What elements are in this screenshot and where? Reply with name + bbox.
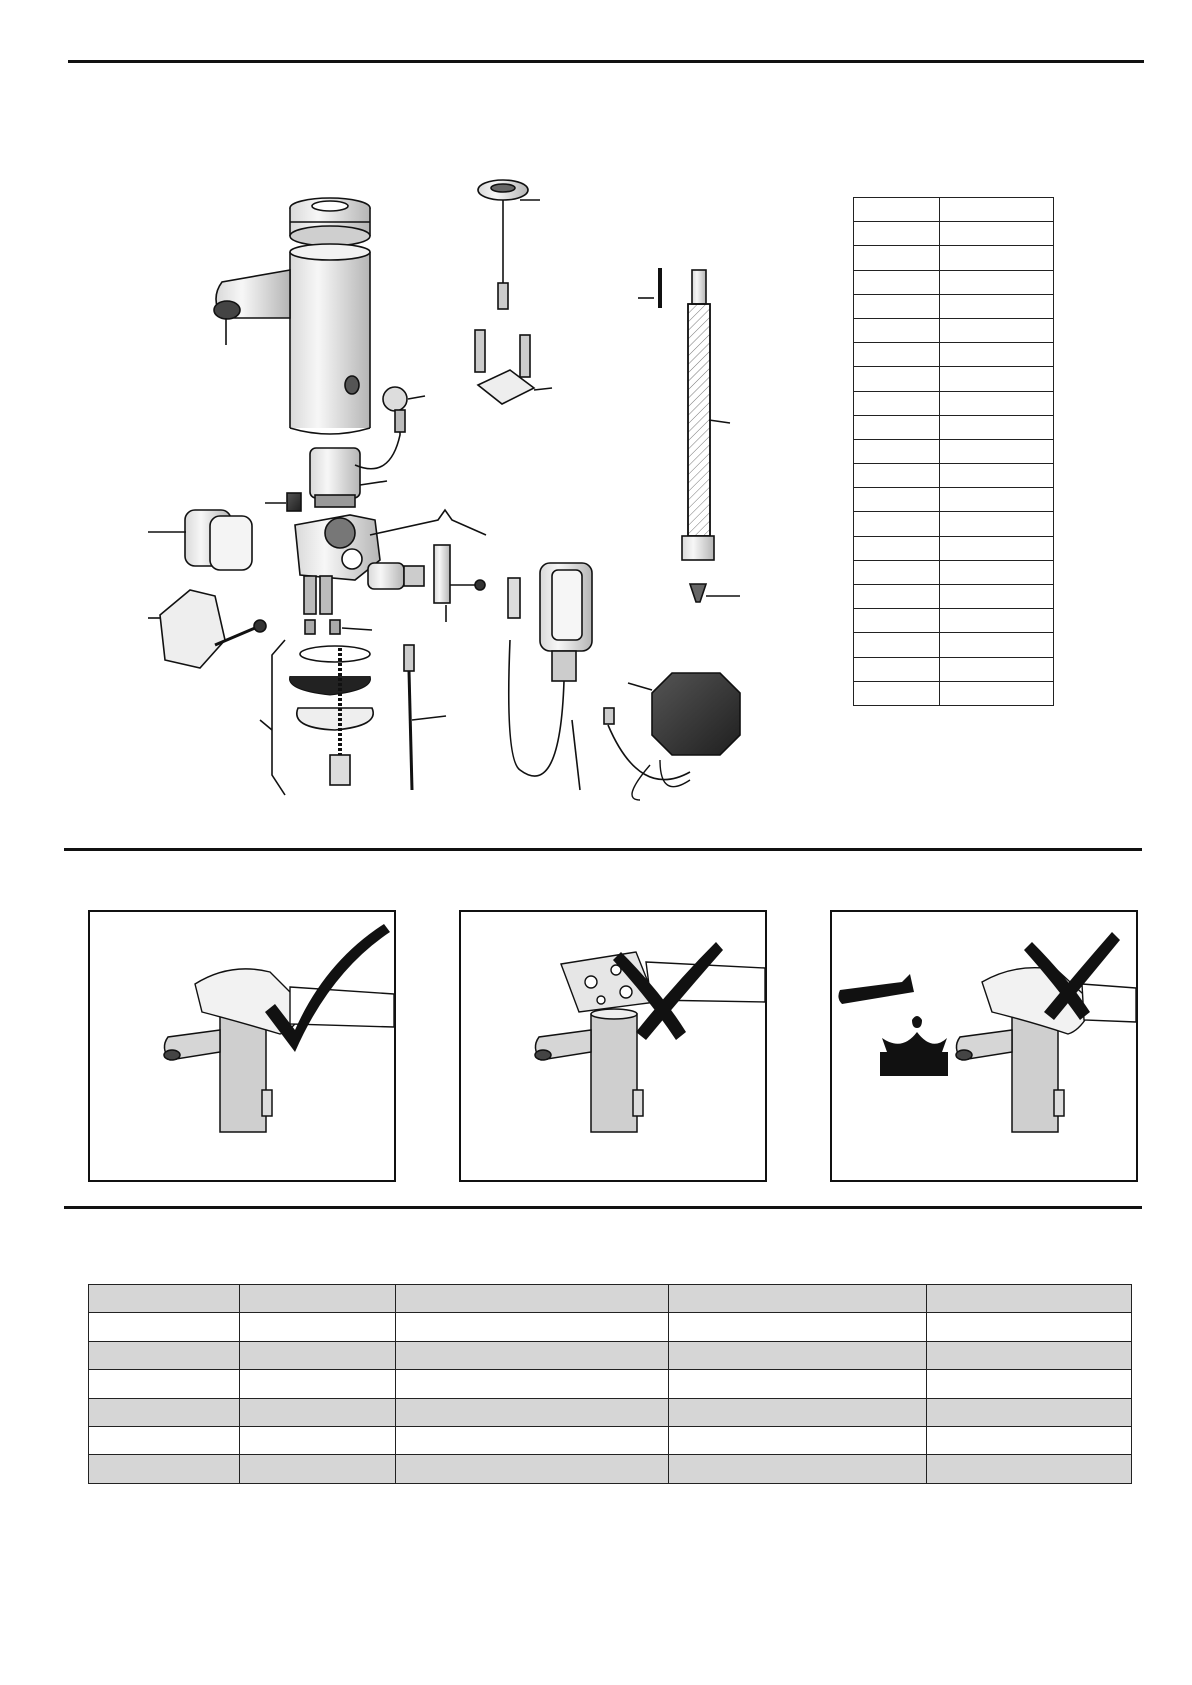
spec-table-cell [927, 1455, 1132, 1483]
parts-table-row [854, 585, 1054, 609]
part-number-cell [854, 222, 940, 246]
parts-table-row [854, 560, 1054, 584]
parts-table-row [854, 488, 1054, 512]
spec-table-cell [89, 1455, 240, 1483]
care-panel-corrosive-cleaner-not-allowed [830, 910, 1138, 1182]
mounting-bracket [148, 590, 266, 668]
part-description-cell [940, 198, 1054, 222]
parts-table-row [854, 681, 1054, 705]
spec-table-cell [240, 1285, 396, 1313]
part-number-cell [854, 270, 940, 294]
parts-list-table [853, 197, 1054, 706]
part-description-cell [940, 367, 1054, 391]
battery-box [604, 673, 740, 800]
part-description-cell [940, 633, 1054, 657]
parts-table-row [854, 609, 1054, 633]
spec-table-row [89, 1285, 1132, 1313]
plug-cap [383, 387, 425, 411]
parts-table-row [854, 318, 1054, 342]
part-number-cell [854, 367, 940, 391]
faucet-illustration [535, 1009, 643, 1132]
middle-rule [64, 848, 1142, 851]
specification-table [88, 1284, 1132, 1484]
part-description-cell [940, 415, 1054, 439]
spec-table-cell [669, 1455, 927, 1483]
spec-table-row [89, 1426, 1132, 1454]
spec-table-cell [89, 1313, 240, 1341]
part-description-cell [940, 657, 1054, 681]
sensor-cable [404, 645, 446, 790]
parts-table-row [854, 415, 1054, 439]
care-panel-abrasive-sponge-not-allowed [459, 910, 767, 1182]
parts-table-row [854, 343, 1054, 367]
part-number-cell [854, 657, 940, 681]
part-description-cell [940, 246, 1054, 270]
spec-table-cell [89, 1370, 240, 1398]
spec-table-cell [396, 1398, 669, 1426]
spout-body [214, 244, 370, 434]
spec-table-cell [89, 1426, 240, 1454]
spec-table-cell [240, 1341, 396, 1369]
spec-table-cell [669, 1426, 927, 1454]
spec-table-cell [927, 1341, 1132, 1369]
part-number-cell [854, 633, 940, 657]
part-description-cell [940, 270, 1054, 294]
spec-table-cell [669, 1341, 927, 1369]
part-number-cell [854, 464, 940, 488]
sensor-eye [478, 180, 540, 309]
parts-table-row [854, 512, 1054, 536]
spec-table-cell [927, 1398, 1132, 1426]
part-number-cell [854, 318, 940, 342]
parts-table-row [854, 367, 1054, 391]
part-number-cell [854, 585, 940, 609]
spec-table-cell [396, 1426, 669, 1454]
spec-table-row [89, 1455, 1132, 1483]
spec-table-row [89, 1313, 1132, 1341]
parts-table-row [854, 198, 1054, 222]
parts-table-row [854, 294, 1054, 318]
spec-table-cell [89, 1285, 240, 1313]
spec-table-cell [240, 1455, 396, 1483]
parts-table-row [854, 270, 1054, 294]
spec-table-cell [240, 1426, 396, 1454]
inlet-fitting [368, 545, 485, 622]
spec-table-cell [669, 1313, 927, 1341]
spec-table-cell [927, 1313, 1132, 1341]
valve-nut [265, 493, 301, 511]
part-number-cell [854, 439, 940, 463]
spec-table-row [89, 1398, 1132, 1426]
filter-screens [305, 620, 372, 634]
part-description-cell [940, 464, 1054, 488]
parts-table-row [854, 657, 1054, 681]
part-number-cell [854, 560, 940, 584]
part-number-cell [854, 512, 940, 536]
spec-table-cell [89, 1398, 240, 1426]
parts-table-row [854, 222, 1054, 246]
spec-table-cell [396, 1341, 669, 1369]
part-description-cell [940, 343, 1054, 367]
spec-table-cell [669, 1285, 927, 1313]
mounting-hardware-kit [260, 640, 373, 795]
parts-table-row [854, 246, 1054, 270]
spec-table-cell [396, 1455, 669, 1483]
strainer-washer [690, 584, 740, 602]
part-number-cell [854, 198, 940, 222]
part-number-cell [854, 246, 940, 270]
part-description-cell [940, 222, 1054, 246]
spec-table-cell [396, 1285, 669, 1313]
parts-table-row [854, 391, 1054, 415]
lower-rule [64, 1206, 1142, 1209]
spec-table-cell [396, 1313, 669, 1341]
part-description-cell [940, 439, 1054, 463]
spec-table-row [89, 1370, 1132, 1398]
spec-table-cell [927, 1426, 1132, 1454]
top-cap [290, 198, 370, 246]
part-description-cell [940, 681, 1054, 705]
valve-body [295, 515, 380, 614]
part-number-cell [854, 415, 940, 439]
part-description-cell [940, 318, 1054, 342]
part-description-cell [940, 609, 1054, 633]
parts-table-row [854, 439, 1054, 463]
part-description-cell [940, 294, 1054, 318]
spec-table-cell [89, 1341, 240, 1369]
mounting-plate [475, 330, 552, 404]
part-number-cell [854, 343, 940, 367]
power-adapter [508, 563, 592, 790]
part-number-cell [854, 488, 940, 512]
part-description-cell [940, 391, 1054, 415]
part-number-cell [854, 294, 940, 318]
part-description-cell [940, 536, 1054, 560]
flex-hose [682, 270, 730, 560]
screw [638, 268, 660, 308]
battery-pack [148, 510, 252, 570]
parts-table-row [854, 464, 1054, 488]
part-number-cell [854, 536, 940, 560]
corrosive-hazard-icon [838, 974, 948, 1076]
part-number-cell [854, 391, 940, 415]
spec-table-cell [240, 1398, 396, 1426]
spec-table-cell [927, 1285, 1132, 1313]
part-number-cell [854, 609, 940, 633]
spec-table-cell [669, 1370, 927, 1398]
part-description-cell [940, 560, 1054, 584]
part-description-cell [940, 512, 1054, 536]
spec-table-cell [927, 1370, 1132, 1398]
spec-table-row [89, 1341, 1132, 1369]
spec-table-cell [669, 1398, 927, 1426]
part-description-cell [940, 488, 1054, 512]
parts-table-row [854, 633, 1054, 657]
parts-table-row [854, 536, 1054, 560]
top-rule [68, 60, 1144, 63]
exploded-parts-diagram [130, 160, 770, 810]
part-number-cell [854, 681, 940, 705]
care-panel-soft-cloth-ok [88, 910, 396, 1182]
spec-table-cell [240, 1370, 396, 1398]
spec-table-cell [396, 1370, 669, 1398]
spec-table-cell [240, 1313, 396, 1341]
part-description-cell [940, 585, 1054, 609]
